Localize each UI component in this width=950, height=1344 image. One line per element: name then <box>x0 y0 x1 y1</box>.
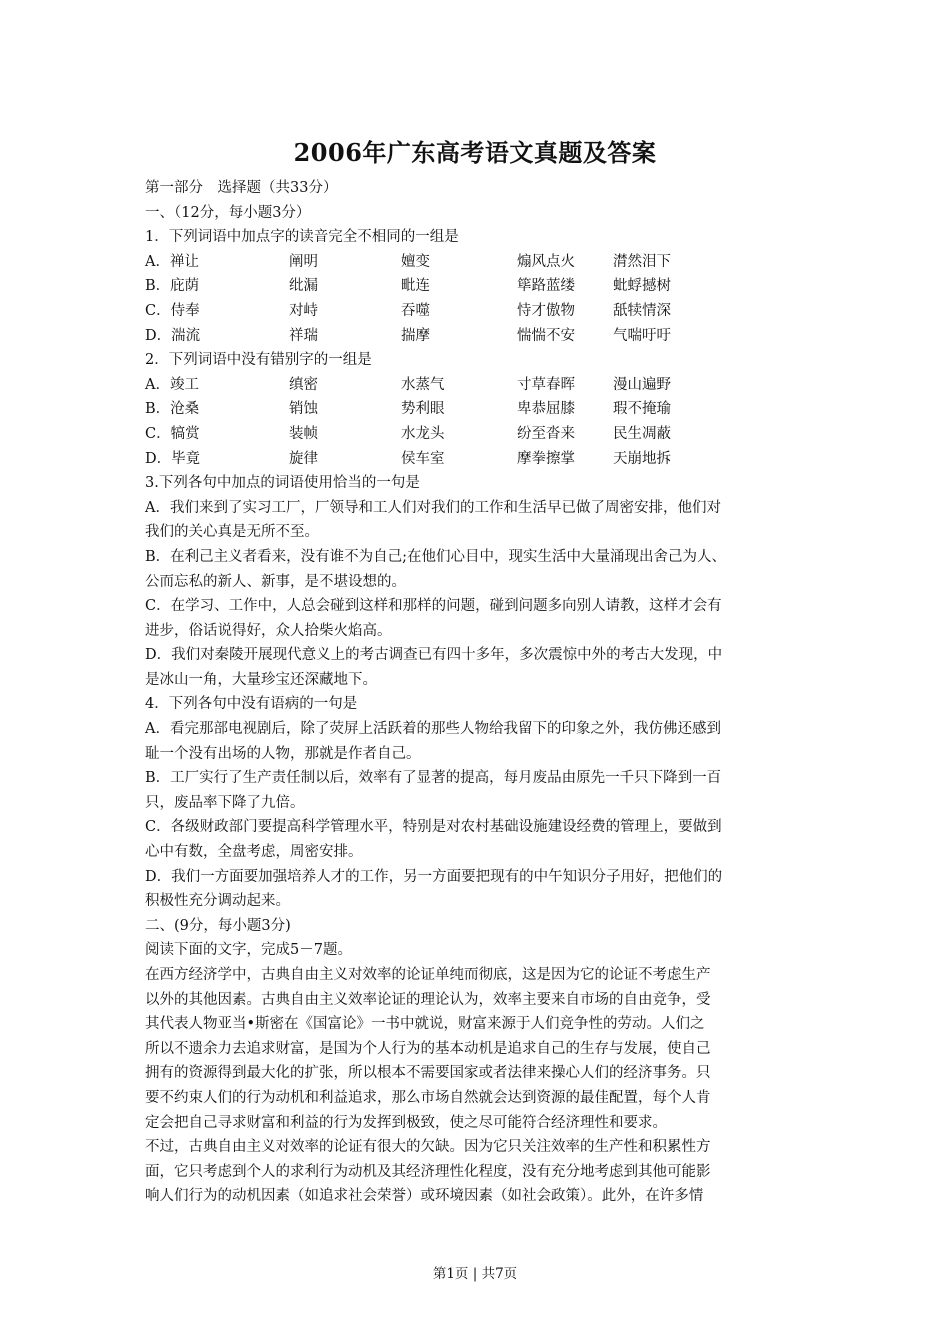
option-cell: C．侍奉 <box>145 302 200 319</box>
passage-line: 所以不遗余力去追求财富，是国为个人行为的基本动机是追求自己的生存与发展，使自己 <box>145 1040 711 1057</box>
option-cell: B．沧桑 <box>145 401 200 418</box>
option-line: A．看完那部电视剧后，除了荧屏上活跃着的那些人物给我留下的印象之外，我仿佛还感到 <box>145 721 721 738</box>
option-line: 是冰山一角，大量珍宝还深藏地下。 <box>145 671 377 688</box>
option-cell: 惴惴不安 <box>517 327 575 344</box>
option-line: 公而忘私的新人、新事，是不堪设想的。 <box>145 573 406 590</box>
option-row <box>145 324 810 349</box>
option-cell: 筚路蓝缕 <box>517 278 575 295</box>
section-heading: 二、(9分，每小题3分) <box>145 917 291 934</box>
question-stem: 2．下列词语中没有错别字的一组是 <box>145 352 372 369</box>
option-cell: 揣摩 <box>401 327 430 344</box>
option-line: 只，废品率下降了九倍。 <box>145 794 305 811</box>
option-cell: 摩拳擦掌 <box>517 450 575 467</box>
option-line: 进步，俗话说得好，众人拾柴火焰高。 <box>145 622 392 639</box>
option-cell: C．犒赏 <box>145 425 200 442</box>
passage-line: 面，它只考虑到个人的求利行为动机及其经济理性化程度，没有充分地考虑到其他可能影 <box>145 1163 711 1180</box>
option-cell: 嬗变 <box>401 253 430 270</box>
option-line: B．工厂实行了生产责任制以后，效率有了显著的提高，每月废品由原先一千只下降到一百 <box>145 770 722 787</box>
option-cell: 纷至沓来 <box>517 425 575 442</box>
option-cell: 缜密 <box>289 376 318 393</box>
option-cell: 煽风点火 <box>517 253 575 270</box>
option-row <box>145 447 810 472</box>
option-cell: 水蒸气 <box>401 376 445 393</box>
option-cell: 天崩地拆 <box>613 450 671 467</box>
question-stem: 3.下列各句中加点的词语使用恰当的一句是 <box>145 475 420 492</box>
option-row <box>145 373 810 398</box>
page-footer: 第1页 | 共7页 <box>432 1266 518 1282</box>
option-cell: 纰漏 <box>289 278 318 295</box>
option-cell: 恃才傲物 <box>517 302 575 319</box>
option-cell: 阐明 <box>289 253 318 270</box>
option-cell: 漫山遍野 <box>613 376 671 393</box>
option-cell: 蚍蜉撼树 <box>613 278 671 295</box>
option-line: D．我们一方面要加强培养人才的工作，另一方面要把现有的中午知识分子用好，把他们的 <box>145 868 723 885</box>
option-cell: 对峙 <box>289 302 318 319</box>
option-line: 心中有数，全盘考虑，周密安排。 <box>145 844 363 861</box>
passage-line: 拥有的资源得到最大化的扩张，所以根本不需要国家或者法律来操心人们的经济事务。只 <box>145 1065 711 1082</box>
option-cell: 寸草春晖 <box>517 376 575 393</box>
option-cell: 侯车室 <box>401 450 445 467</box>
option-cell: 气喘吁吁 <box>613 327 671 344</box>
option-line: C．在学习、工作中，人总会碰到这样和那样的问题，碰到问题多向别人请教，这样才会有 <box>145 598 722 615</box>
option-line: A．我们来到了实习工厂，厂领导和工人们对我们的工作和生活早已做了周密安排，他们对 <box>145 499 721 516</box>
passage-line: 不过，古典自由主义对效率的论证有很大的欠缺。因为它只关注效率的生产性和积累性方 <box>145 1139 711 1156</box>
option-cell: D．毕竟 <box>145 450 201 467</box>
section-heading: 一、（12分，每小题3分） <box>145 204 311 221</box>
option-row <box>145 397 810 422</box>
question-stem: 4．下列各句中没有语病的一句是 <box>145 696 358 713</box>
option-row <box>145 274 810 299</box>
passage-line: 在西方经济学中，古典自由主义对效率的论证单纯而彻底，这是因为它的论证不考虑生产 <box>145 967 711 983</box>
option-cell: 吞噬 <box>401 302 430 319</box>
option-row <box>145 422 810 447</box>
option-cell: B．庇荫 <box>145 278 200 295</box>
option-cell: 舐犊情深 <box>613 302 671 319</box>
page-title: 2006年广东高考语文真题及答案 <box>293 138 657 167</box>
option-cell: 销蚀 <box>289 401 318 418</box>
option-cell: 民生凋蔽 <box>613 425 671 442</box>
option-cell: D．湍流 <box>145 327 201 344</box>
option-cell: 瑕不掩瑜 <box>613 401 671 418</box>
option-cell: 潸然泪下 <box>613 253 671 270</box>
option-line: 积极性充分调动起来。 <box>145 893 290 910</box>
passage-line: 定会把自己寻求财富和利益的行为发挥到极致，使之尽可能符合经济理性和要求。 <box>145 1114 667 1131</box>
part-heading: 第一部分 选择题（共33分） <box>145 180 338 196</box>
option-cell: 势利眼 <box>401 401 445 418</box>
option-line: 耻一个没有出场的人物，那就是作者自己。 <box>145 745 421 762</box>
option-cell: 毗连 <box>401 278 430 295</box>
option-row <box>145 250 810 275</box>
option-line: 我们的关心真是无所不至。 <box>145 524 319 541</box>
option-line: C．各级财政部门要提高科学管理水平，特别是对农村基础设施建设经费的管理上，要做到 <box>145 819 722 836</box>
option-line: B．在利己主义者看来，没有谁不为自己;在他们心目中，现实生活中大量涌现出舍己为人、 <box>145 548 727 565</box>
reading-intro: 阅读下面的文字，完成5－7题。 <box>145 942 352 959</box>
option-cell: A．竣工 <box>145 376 199 393</box>
option-cell: 卑恭屈膝 <box>517 401 575 418</box>
option-cell: A．禅让 <box>145 253 199 270</box>
passage-line: 以外的其他因素。古典自由主义效率论证的理论认为，效率主要来自市场的自由竞争，受 <box>145 991 711 1008</box>
option-cell: 祥瑞 <box>289 327 318 344</box>
option-row <box>145 299 810 324</box>
passage-line: 其代表人物亚当•斯密在《国富论》一书中就说，财富来源于人们竞争性的劳动。人们之 <box>145 1016 705 1033</box>
question-stem: 1．下列词语中加点字的读音完全不相同的一组是 <box>145 229 459 246</box>
passage-line: 响人们行为的动机因素（如追求社会荣誉）或环境因素（如社会政策）。此外，在许多情 <box>145 1188 704 1205</box>
passage-line: 要不约束人们的行为动机和利益追求，那么市场自然就会达到资源的最佳配置，每个人肯 <box>145 1089 711 1106</box>
document-body <box>145 176 810 1209</box>
option-cell: 装帧 <box>289 425 318 442</box>
option-cell: 旋律 <box>289 450 318 467</box>
option-line: D．我们对秦陵开展现代意义上的考古调查已有四十多年，多次震惊中外的考古大发现，中 <box>145 647 723 664</box>
option-cell: 水龙头 <box>401 425 445 442</box>
